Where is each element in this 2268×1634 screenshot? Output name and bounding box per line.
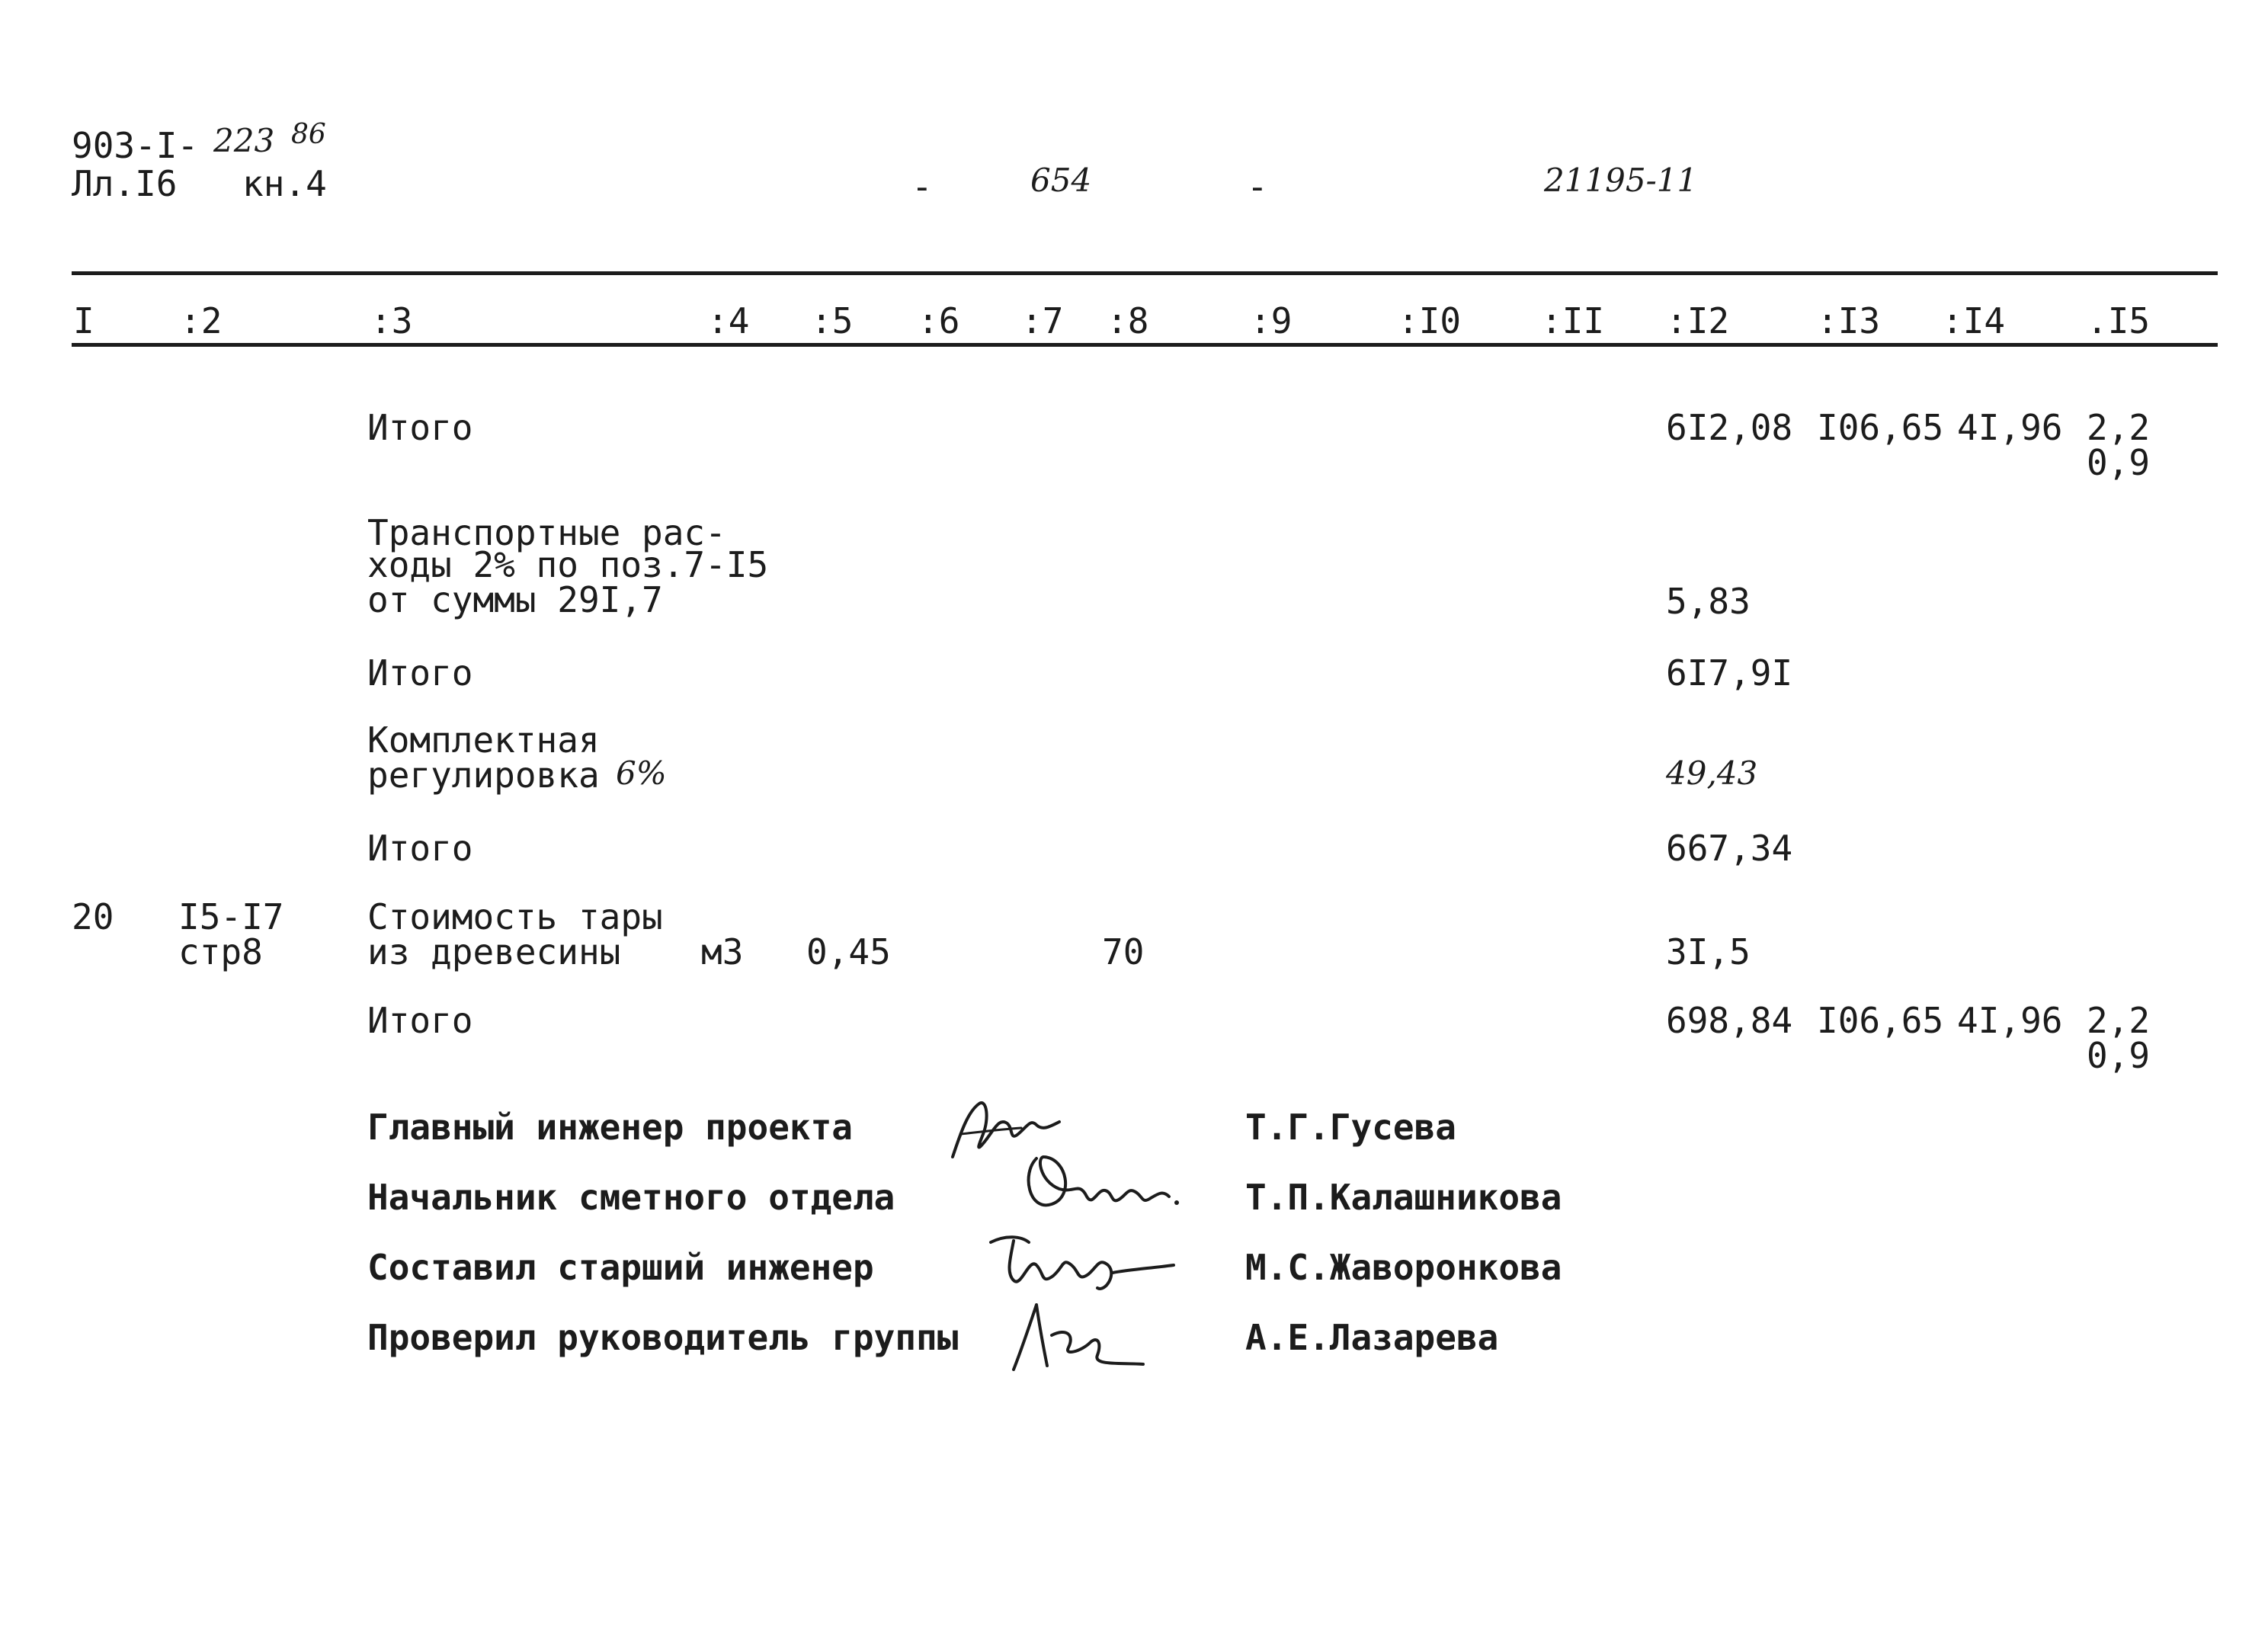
tare-unit: м3 [701, 931, 744, 972]
column-header-6: :6 [918, 300, 960, 341]
signature-name: М.С.Жаворонкова [1245, 1247, 1562, 1288]
adjust-col12-handwritten: 49,43 [1666, 755, 1758, 792]
signature-role: Начальник сметного отдела [367, 1177, 895, 1218]
top-rule [72, 271, 2218, 275]
row-number: 20 [72, 896, 114, 937]
row-ref-line1: I5-I7 [178, 896, 284, 937]
column-header-8: :8 [1107, 300, 1149, 341]
inventory-number-handwritten: 21195-11 [1544, 162, 1698, 199]
total-label: Итого [367, 1000, 473, 1041]
column-header-9: :9 [1250, 300, 1293, 341]
column-header-5: :5 [811, 300, 854, 341]
total-col14: 4I,96 [1957, 1000, 2063, 1041]
column-header-10: :I0 [1398, 300, 1462, 341]
tare-line2: из древесины [367, 931, 621, 972]
total-col13: I06,65 [1817, 1000, 1944, 1041]
book-number: кн.4 [242, 163, 327, 204]
column-header-11: :II [1541, 300, 1605, 341]
signature-role: Главный инженер проекта [367, 1107, 853, 1148]
transport-line3: от суммы 29I,7 [367, 579, 663, 620]
transport-col12: 5,83 [1666, 581, 1751, 622]
doc-code-handwritten: 223 [213, 122, 275, 159]
doc-year-handwritten: 86 [291, 119, 326, 150]
column-header-2: :2 [180, 300, 223, 341]
total-col15-bottom: 0,9 [2087, 1035, 2151, 1076]
total-col15-bottom: 0,9 [2087, 442, 2151, 483]
total-col12: 698,84 [1666, 1000, 1793, 1041]
total-label: Итого [367, 652, 473, 694]
column-header-1: I [73, 300, 94, 341]
signature-role: Составил старший инженер [367, 1247, 874, 1288]
tare-quantity: 0,45 [806, 931, 891, 972]
header-bottom-rule [72, 343, 2218, 347]
total-col14: 4I,96 [1957, 407, 2063, 448]
transport-line2: ходы 2% по поз.7-I5 [367, 544, 769, 585]
transport-line1: Транспортные рас- [367, 512, 726, 553]
column-header-13: :I3 [1817, 300, 1881, 341]
signature-mark-estimate-head [1014, 1143, 1181, 1230]
total-label: Итого [367, 828, 473, 869]
header-dash-left: - [911, 166, 933, 207]
total-col15-top: 2,2 [2087, 1000, 2151, 1041]
signature-name: А.Е.Лазарева [1245, 1317, 1499, 1358]
sheet-number: Лл.I6 [72, 163, 178, 204]
row-ref-line2: стр8 [178, 931, 263, 972]
signature-name: Т.П.Калашникова [1245, 1177, 1562, 1218]
column-header-7: :7 [1021, 300, 1064, 341]
doc-code: 903-I- [72, 125, 199, 166]
total-col13: I06,65 [1817, 407, 1944, 448]
signature-role: Проверил руководитель группы [367, 1317, 959, 1358]
page-number-handwritten: 654 [1030, 162, 1092, 199]
column-header-14: :I4 [1942, 300, 2006, 341]
tare-price: 70 [1102, 931, 1145, 972]
column-header-4: :4 [707, 300, 750, 341]
total-col12: 667,34 [1666, 828, 1793, 869]
total-col12: 6I2,08 [1666, 407, 1793, 448]
column-header-15: .I5 [2087, 300, 2151, 341]
adjust-line2: регулировка [367, 755, 600, 796]
signature-mark-reviewer [998, 1290, 1166, 1384]
column-header-12: :I2 [1666, 300, 1730, 341]
header-dash-right: - [1247, 166, 1268, 207]
total-label: Итого [367, 407, 473, 448]
tare-line1: Стоимость тары [367, 896, 663, 937]
adjust-line1: Комплектная [367, 719, 600, 761]
signature-name: Т.Г.Гусева [1245, 1107, 1456, 1148]
total-col12: 6I7,9I [1666, 652, 1793, 694]
column-header-3: :3 [370, 300, 413, 341]
tare-col12: 3I,5 [1666, 931, 1751, 972]
adjust-percent-handwritten: 6% [616, 755, 667, 792]
total-col15-top: 2,2 [2087, 407, 2151, 448]
